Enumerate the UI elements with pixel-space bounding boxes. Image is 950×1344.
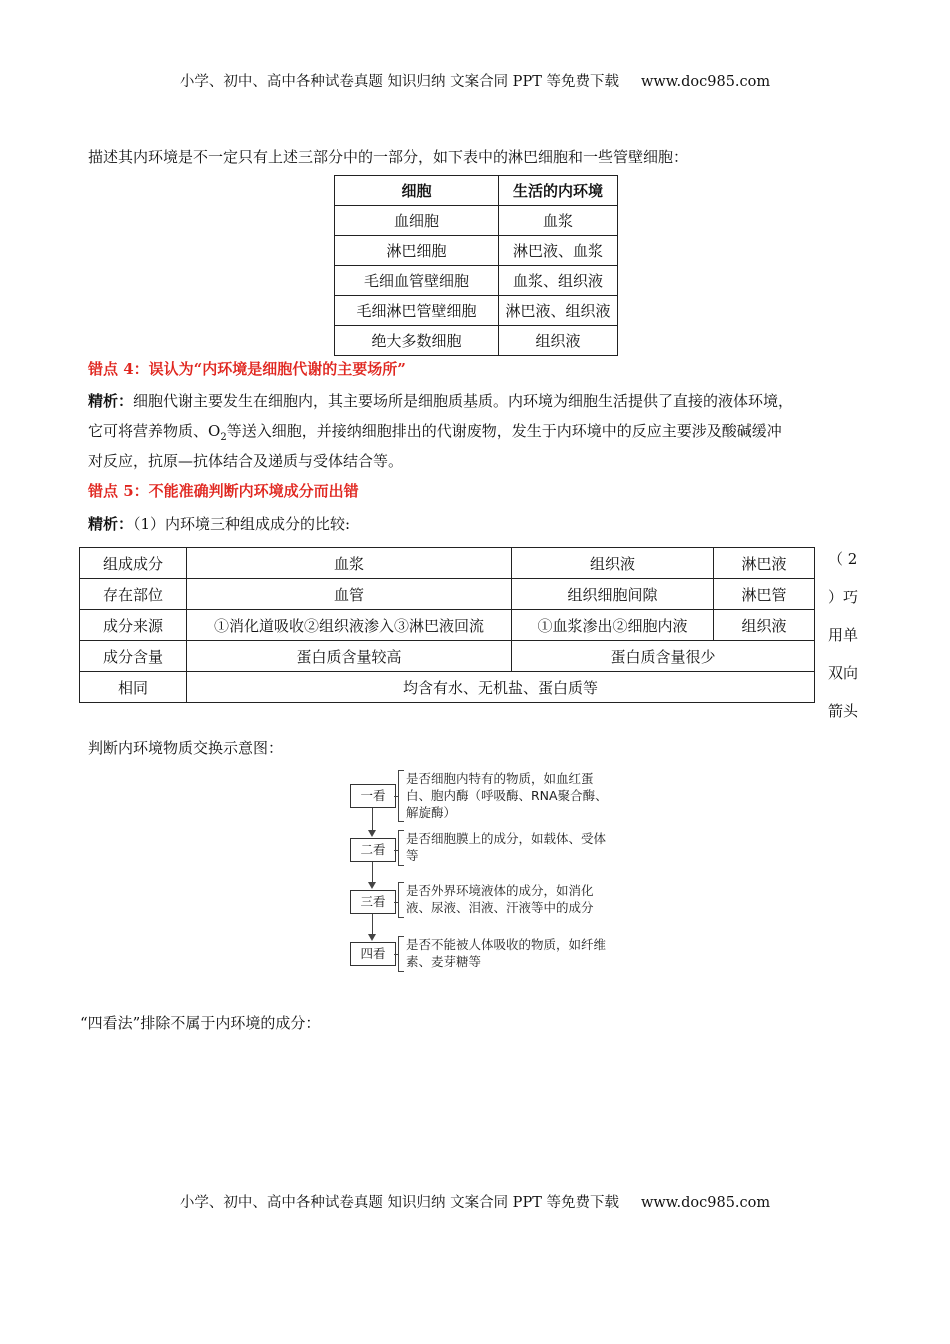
step-box: 四看 (350, 942, 396, 966)
desc-bracket (398, 936, 404, 972)
table-row (335, 206, 618, 236)
cell-environment-table (334, 175, 618, 356)
step-description: 是否不能被人体吸收的物质，如纤维素、麦芽糖等 (406, 937, 607, 969)
analysis-label: 精析： (88, 392, 134, 410)
table-row (335, 236, 618, 266)
table-cell: 成分来源 (80, 610, 187, 641)
four-look-diagram (346, 768, 616, 980)
paragraph-text: （1）内环境三种组成成分的比较: (133, 515, 351, 533)
intro-text: 描述其内环境是不一定只有上述三部分中的一部分，如下表中的淋巴细胞和一些管壁细胞： (88, 148, 689, 166)
step-description: 是否细胞膜上的成分，如载体、受体等 (406, 831, 607, 863)
subscript: 2 (220, 432, 227, 443)
table-row (335, 296, 618, 326)
paragraph-text: 等送入细胞，并接纳细胞排出的代谢废物，发生于内环境中的反应主要涉及酸碱缓冲 (226, 422, 782, 440)
side-text-line: 箭头 (828, 702, 859, 720)
error4-para-line2 (88, 420, 782, 443)
table-row (80, 610, 815, 641)
page-footer (0, 1191, 950, 1212)
table-cell: 血浆 (187, 548, 512, 579)
error4-title: 错点 4：误认为“内环境是细胞代谢的主要场所” (88, 360, 406, 378)
table-row (335, 266, 618, 296)
arrow-down-icon (368, 830, 376, 837)
arrow-down-icon (368, 934, 376, 941)
table-cell: ①血浆渗出②细胞内液 (512, 610, 714, 641)
arrow-down-icon (368, 882, 376, 889)
table-row (80, 672, 815, 703)
step-box: 二看 (350, 838, 396, 862)
side-text-line: 双向 (828, 664, 859, 682)
step-box: 三看 (350, 890, 396, 914)
side-text-line: （ 2 (828, 550, 858, 568)
table-row (80, 548, 815, 579)
table-cell: 存在部位 (80, 579, 187, 610)
table-cell: 毛细血管壁细胞 (335, 266, 499, 296)
table-cell: 组织液 (499, 326, 618, 356)
table-cell: 淋巴液 (714, 548, 815, 579)
table-cell: 血细胞 (335, 206, 499, 236)
closing-text: “四看法”排除不属于内环境的成分： (80, 1014, 321, 1032)
desc-bracket (398, 830, 404, 866)
table-cell: 蛋白质含量较高 (187, 641, 512, 672)
error5-title: 错点 5：不能准确判断内环境成分而出错 (88, 482, 359, 500)
table-cell: 组织液 (512, 548, 714, 579)
table-cell: 绝大多数细胞 (335, 326, 499, 356)
table-cell: 淋巴细胞 (335, 236, 499, 266)
desc-bracket (398, 882, 404, 918)
table-header: 细胞 (335, 176, 499, 206)
composition-comparison-table (79, 547, 815, 703)
table-cell: 血管 (187, 579, 512, 610)
side-text-line: ）巧 (828, 588, 859, 606)
table-cell: 组织液 (714, 610, 815, 641)
table-row (80, 641, 815, 672)
table-cell: 血浆、组织液 (499, 266, 618, 296)
step-box: 一看 (350, 784, 396, 808)
flow-connector (372, 913, 373, 934)
step-description: 是否外界环境液体的成分，如消化液、尿液、泪液、汗液等中的成分 (406, 883, 594, 915)
table-cell: 相同 (80, 672, 187, 703)
table-row (80, 579, 815, 610)
error4-para-line3: 对反应，抗原—抗体结合及递质与受体结合等。 (88, 452, 404, 470)
footer-text: 小学、初中、高中各种试卷真题 知识归纳 文案合同 PPT 等免费下载 (179, 1195, 619, 1211)
table-cell: 淋巴管 (714, 579, 815, 610)
paragraph-text: 它可将营养物质、O (88, 422, 221, 440)
table-cell: 蛋白质含量很少 (512, 641, 815, 672)
flow-connector (372, 861, 373, 882)
analysis-label: 精析： (88, 515, 134, 533)
flow-connector (372, 807, 373, 817)
side-wrapped-text (828, 540, 868, 730)
table-header: 生活的内环境 (499, 176, 618, 206)
table-cell: 淋巴液、血浆 (499, 236, 618, 266)
table-cell: 毛细淋巴管壁细胞 (335, 296, 499, 326)
table-cell: ①消化道吸收②组织液渗入③淋巴液回流 (187, 610, 512, 641)
diagram-intro: 判断内环境物质交换示意图： (88, 739, 284, 757)
page-header (0, 70, 950, 91)
table-cell: 成分含量 (80, 641, 187, 672)
table-cell: 淋巴液、组织液 (499, 296, 618, 326)
header-text: 小学、初中、高中各种试卷真题 知识归纳 文案合同 PPT 等免费下载 (179, 74, 619, 90)
error4-para-line1 (88, 390, 793, 411)
table-cell: 组织细胞间隙 (512, 579, 714, 610)
table-cell: 组成成分 (80, 548, 187, 579)
flow-connector (372, 817, 373, 831)
desc-bracket (398, 770, 404, 822)
table-cell: 血浆 (499, 206, 618, 236)
header-url: www.doc985.com (640, 74, 771, 90)
error5-para (88, 513, 350, 534)
step-description: 是否细胞内特有的物质，如血红蛋白、胞内酶（呼吸酶、RNA聚合酶、解旋酶） (406, 771, 608, 820)
side-text-line: 用单 (828, 626, 859, 644)
paragraph-text: 细胞代谢主要发生在细胞内，其主要场所是细胞质基质。内环境为细胞生活提供了直接的液体环境， (133, 392, 794, 410)
table-cell: 均含有水、无机盐、蛋白质等 (187, 672, 815, 703)
table-row (335, 326, 618, 356)
footer-url: www.doc985.com (640, 1195, 771, 1211)
